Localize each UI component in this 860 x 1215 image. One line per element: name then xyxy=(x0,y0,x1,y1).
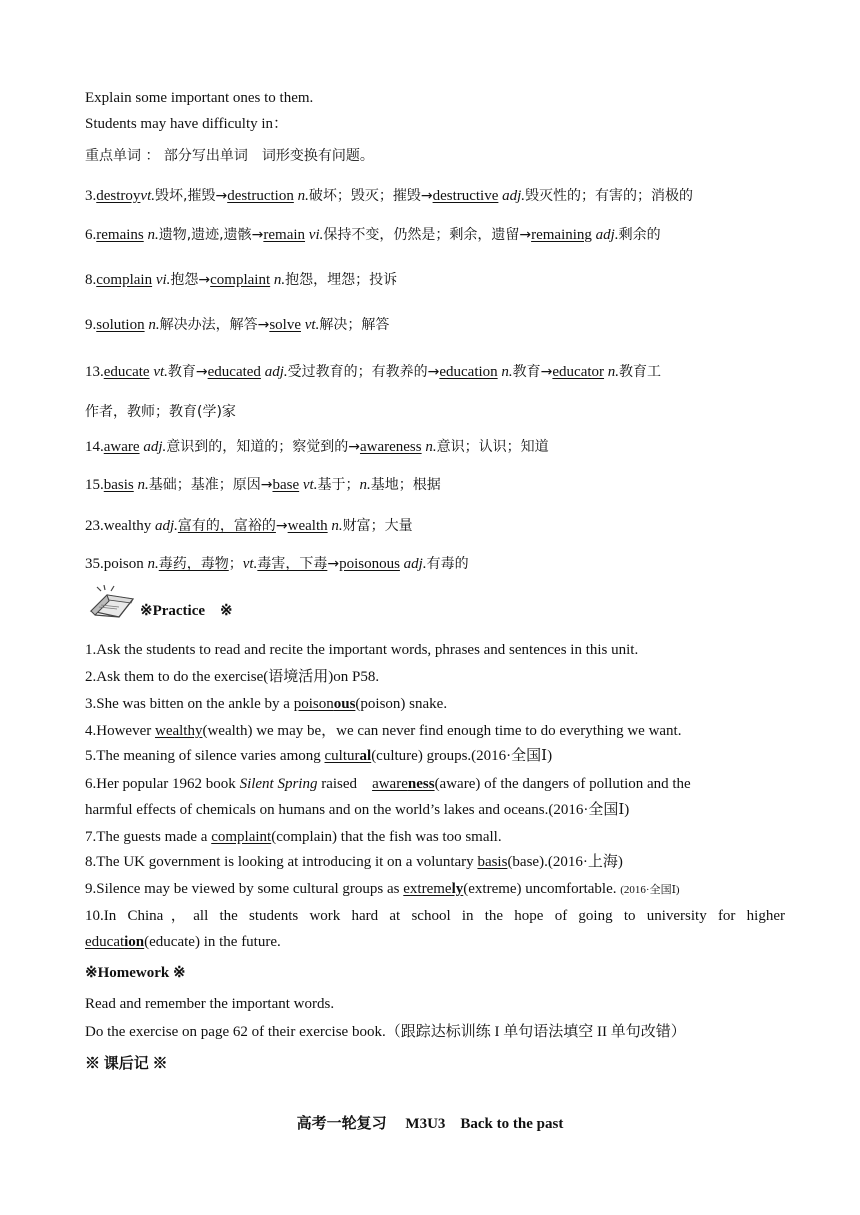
practice-item-7: 7.The guests made a complaint(complain) that the fish was too small. xyxy=(85,829,502,845)
vocab-item-23: 23.wealthy adj.富有的，富裕的→wealth n.财富；大量 xyxy=(85,518,413,534)
vocab-item-13-cont: 作者，教师；教育(学)家 xyxy=(85,404,236,420)
homework-item-1: Read and remember the important words. xyxy=(85,996,335,1012)
intro-line-3: 重点单词 ： 部分写出单词 词形变换有问题。 xyxy=(85,148,374,164)
vocab-item-14: 14.aware adj.意识到的，知道的；察觉到的→awareness n.意识；认识；知道 xyxy=(85,439,549,455)
practice-item-1: 1.Ask the students to read and recite the important words, phrases and sentences in this unit. xyxy=(85,642,639,658)
lesson-title: 高考一轮复习 M3U3 Back to the past xyxy=(296,1116,564,1132)
vocab-item-15: 15.basis n.基础；基准；原因→base vt.基于；n.基地；根据 xyxy=(85,477,441,493)
vocab-item-35: 35.poison n.毒药，毒物；vt.毒害，下毒→poisonous adj.有毒的 xyxy=(85,556,469,572)
vocab-item-13: 13.educate vt.教育→educated adj.受过教育的；有教养的→education n.教育→educator n.教育工 xyxy=(85,364,662,380)
vocab-item-8: 8.complain vi.抱怨→complaint n.抱怨，埋怨；投诉 xyxy=(85,272,398,288)
after-class-heading: ※ 课后记 ※ xyxy=(85,1056,168,1072)
homework-item-2: Do the exercise on page 62 of their exercise book.（跟踪达标训练 I 单句语法填空 II 单句改错） xyxy=(85,1024,686,1040)
intro-line-2: Students may have difficulty in： xyxy=(85,116,289,132)
practice-item-8: 8.The UK government is looking at introducing it on a voluntary basis(base).(2016·上海) xyxy=(85,854,623,870)
vocab-item-3: 3.destroyvt.毁坏,摧毁→destruction n.破坏；毁灭；摧毁→destructive adj.毁灭性的；有害的；消极的 xyxy=(85,188,694,204)
intro-line-1: Explain some important ones to them. xyxy=(85,90,314,106)
practice-item-4: 4.However wealthy(wealth) we may be，we can never find enough time to do everything we want. xyxy=(85,723,682,739)
practice-item-6-cont: harmful effects of chemicals on humans and on the world’s lakes and oceans.(2016·全国Ⅰ) xyxy=(85,802,630,818)
practice-item-2: 2.Ask them to do the exercise(语境活用)on P58. xyxy=(85,669,380,685)
vocab-item-6: 6.remains n.遗物,遗迹,遗骸→remain vi.保持不变，仍然是；剩余，遗留→remaining adj.剩余的 xyxy=(85,227,661,243)
practice-item-3: 3.She was bitten on the ankle by a poisonous(poison) snake. xyxy=(85,696,448,712)
practice-heading: ※Practice ※ xyxy=(140,603,233,619)
practice-item-9: 9.Silence may be viewed by some cultural groups as extremely(extreme) uncomfortable. (2016·全国Ⅰ) xyxy=(85,881,680,897)
practice-item-10-cont: education(educate) in the future. xyxy=(85,934,281,950)
practice-item-5: 5.The meaning of silence varies among cultural(culture) groups.(2016·全国Ⅰ) xyxy=(85,748,553,764)
homework-heading: ※Homework ※ xyxy=(85,965,186,981)
book-icon xyxy=(87,585,139,621)
vocab-item-9: 9.solution n.解决办法，解答→solve vt.解决；解答 xyxy=(85,317,390,333)
practice-item-10: 10.In China，all the students work hard at school in the hope of going to university for higher xyxy=(85,908,785,924)
practice-item-6: 6.Her popular 1962 book Silent Spring raised awareness(aware) of the dangers of pollution and the xyxy=(85,776,691,792)
